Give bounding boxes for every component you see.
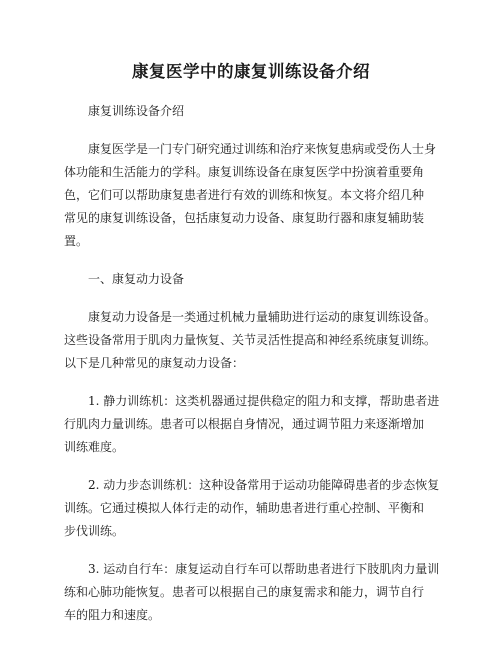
text-line: 车的阻力和速度。 xyxy=(64,608,161,622)
section-heading: 一、康复动力设备 xyxy=(88,272,185,286)
text-line: 常见的康复训练设备，包括康复动力设备、康复助行器和康复辅助装 xyxy=(64,211,425,225)
text-line: 置。 xyxy=(64,234,89,248)
text-line: 训练。它通过模拟人体行走的动作，辅助患者进行重心控制、平衡和 xyxy=(64,501,425,515)
text-line: 康复医学是一门专门研究通过训练和治疗来恢复患病或受伤人士身 xyxy=(88,142,437,156)
text-line: 1. 静力训练机：这类机器通过提供稳定的阻力和支撑，帮助患者进 xyxy=(88,394,440,408)
text-line: 训练难度。 xyxy=(64,440,125,454)
text-line: 康复动力设备是一类通过机械力量辅助进行运动的康复训练设备。 xyxy=(88,310,437,324)
intro-paragraph xyxy=(64,138,438,253)
text-line: 行肌肉力量训练。患者可以根据自身情况，通过调节阻力来逐渐增加 xyxy=(64,417,425,431)
document-title: 康复医学中的康复训练设备介绍 xyxy=(132,62,370,81)
text-line: 体功能和生活能力的学科。康复训练设备在康复医学中扮演着重要角 xyxy=(64,165,425,179)
text-line: 3. 运动自行车：康复运动自行车可以帮助患者进行下肢肌肉力量训 xyxy=(88,562,440,576)
list-item xyxy=(64,390,438,459)
section-intro-paragraph xyxy=(64,306,438,375)
text-line: 步伐训练。 xyxy=(64,524,125,538)
list-item xyxy=(64,558,438,627)
text-line: 这些设备常用于肌肉力量恢复、关节灵活性提高和神经系统康复训练。 xyxy=(64,333,437,347)
text-line: 色，它们可以帮助康复患者进行有效的训练和恢复。本文将介绍几种 xyxy=(64,188,425,202)
text-line: 练和心肺功能恢复。患者可以根据自己的康复需求和能力，调节自行 xyxy=(64,585,425,599)
text-line: 2. 动力步态训练机：这种设备常用于运动功能障碍患者的步态恢复 xyxy=(88,478,440,492)
list-item xyxy=(64,474,438,543)
document-subtitle: 康复训练设备介绍 xyxy=(88,104,185,118)
text-line: 以下是几种常见的康复动力设备： xyxy=(64,356,245,370)
